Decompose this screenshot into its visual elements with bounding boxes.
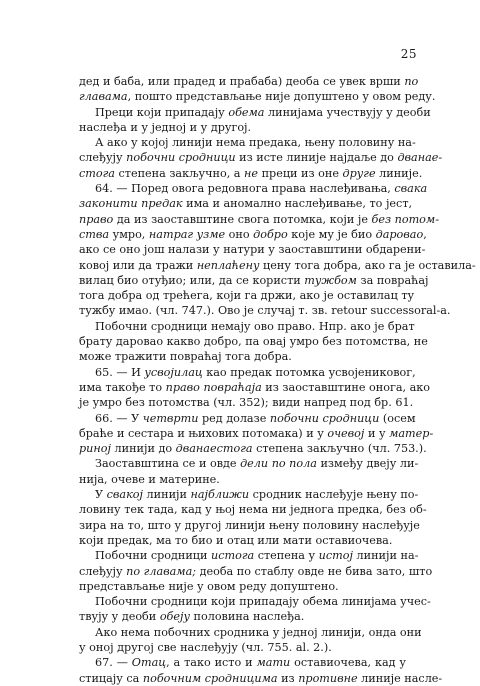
text-run: Побочни сродници који припадају обема линијама учес- xyxy=(95,595,431,609)
text-line xyxy=(79,456,419,471)
text-line xyxy=(79,135,416,150)
text-run: из исте линије најдаље до xyxy=(235,151,398,165)
text-run: линији до xyxy=(110,442,176,456)
emphasis-text: неплаћену xyxy=(196,258,260,272)
text-run: за повраћај xyxy=(356,273,429,287)
text-run: Ако нема побочних сродника у једној линији, онда они xyxy=(95,625,422,639)
text-run: , а тако исто и xyxy=(166,656,257,670)
text-line xyxy=(79,671,443,686)
text-run: браће и сестара и њихових потомака) и у xyxy=(79,426,328,440)
text-run: може тражити повраћај тога добра. xyxy=(79,350,292,364)
emphasis-text: риној xyxy=(79,442,111,456)
text-line xyxy=(79,548,419,563)
text-run: степена закључно (чл. 753.). xyxy=(252,442,427,456)
emphasis-text: Отац xyxy=(131,656,167,670)
text-run: сродник наслеђује њену по- xyxy=(249,488,419,502)
text-run: нија, очеве и материне. xyxy=(79,472,220,486)
text-run: линије насле- xyxy=(357,671,443,685)
emphasis-text: очевој xyxy=(327,426,365,440)
text-line xyxy=(79,166,423,181)
emphasis-text: по xyxy=(404,75,419,88)
text-line xyxy=(79,212,439,227)
text-line xyxy=(79,502,427,517)
text-run: степена закључно, а xyxy=(114,166,245,180)
emphasis-text: противне xyxy=(298,671,358,685)
emphasis-text: добро xyxy=(253,227,288,241)
page-number: 25 xyxy=(400,47,417,61)
text-run: вилац био отуђио; или, да се користи xyxy=(79,273,305,287)
text-line xyxy=(79,258,476,273)
emphasis-text: обема xyxy=(228,105,265,119)
text-line xyxy=(79,150,443,165)
text-run: линије. xyxy=(375,166,423,180)
text-line xyxy=(79,564,433,579)
text-run: деоба по стаблу овде не бива зато, што xyxy=(196,564,433,578)
emphasis-text: обеју xyxy=(159,610,190,624)
text-run: има и аномално наслеђивање, то јест, xyxy=(182,197,413,211)
emphasis-text: најближи xyxy=(190,488,250,502)
text-line xyxy=(79,640,406,655)
text-line xyxy=(79,105,431,120)
text-line xyxy=(79,349,406,364)
text-run: зира на то, што у другој линији њену половину наслеђује xyxy=(79,518,420,532)
emphasis-text: истој xyxy=(318,549,353,563)
text-line xyxy=(79,395,414,410)
text-run: линији xyxy=(143,488,191,502)
emphasis-text: даровао xyxy=(375,227,424,241)
text-run: половина наслеђа. xyxy=(189,610,305,624)
emphasis-text: мати xyxy=(256,656,291,670)
text-run: у оној другој све наслеђују (чл. 755. al. 2.). xyxy=(79,640,332,654)
text-run: ред долазе xyxy=(198,411,270,425)
text-run: тужбу имао. (чл. 747.). Ово је случај т. зв. retour successoral-а. xyxy=(79,304,451,318)
text-run: ловину тек тада, кад у њој нема ни једнога предка, без об- xyxy=(79,503,427,517)
text-line xyxy=(79,74,419,89)
text-line xyxy=(79,609,406,624)
text-line xyxy=(79,411,416,426)
text-run: У xyxy=(95,488,107,502)
text-run: као предак потомка усвојениковог, xyxy=(202,365,416,379)
text-run: А ако у којој линији нема предака, њену половину на- xyxy=(95,136,416,150)
text-run: слеђују xyxy=(79,151,127,165)
body-text xyxy=(79,74,476,686)
emphasis-text: ства xyxy=(79,227,110,241)
text-line xyxy=(79,227,427,242)
emphasis-text: матер- xyxy=(389,426,434,440)
text-run: линијама учествују у деоби xyxy=(264,105,431,119)
text-line xyxy=(79,303,451,318)
emphasis-text: друге xyxy=(342,166,376,180)
emphasis-text: право повраћаја xyxy=(165,380,262,394)
emphasis-text: побочни сродници xyxy=(126,151,236,165)
text-run: из заоставштине онога, ако xyxy=(261,380,430,394)
text-run: Побочни сродници xyxy=(95,549,211,563)
emphasis-text: стога xyxy=(79,166,115,180)
text-run: представљање није у овом реду допуштено. xyxy=(79,579,339,593)
text-run: преци из оне xyxy=(258,166,343,180)
text-run: оно xyxy=(225,227,254,241)
text-run: твују у деоби xyxy=(79,610,160,624)
text-line xyxy=(79,487,419,502)
text-run: ковој или да тражи xyxy=(79,258,197,272)
text-line xyxy=(79,579,406,594)
text-line xyxy=(79,120,406,135)
emphasis-text: побочни сродници xyxy=(269,411,380,425)
text-run: 67. — xyxy=(95,656,132,670)
text-run: 64. — Поред овога редовнога права наслеђивања, xyxy=(95,182,395,196)
text-line xyxy=(79,89,436,104)
text-run: тога добра од трећега, који га држи, ако је оставилац ту xyxy=(79,289,415,303)
emphasis-text: дванае- xyxy=(397,151,443,165)
text-line xyxy=(79,426,434,441)
text-run: Побочни сродници немају ово право. Нпр. ако је брат xyxy=(95,319,415,333)
emphasis-text: право xyxy=(79,212,114,226)
text-line xyxy=(79,594,431,609)
text-run: , xyxy=(423,227,427,241)
text-run: Преци који припадају xyxy=(95,105,229,119)
emphasis-text: без потом- xyxy=(371,212,439,226)
text-run: да из заоставштине свога потомка, који је xyxy=(113,212,372,226)
text-line xyxy=(79,441,427,456)
text-run: 66. — У xyxy=(95,411,143,425)
emphasis-text: усвојилац xyxy=(144,365,203,379)
text-run: линији на- xyxy=(352,549,419,563)
text-run: Заоставштина се и овде xyxy=(95,457,241,471)
text-line xyxy=(79,334,428,349)
text-run: оставиочева, кад у xyxy=(290,656,407,670)
text-run: умро, xyxy=(109,227,149,241)
emphasis-text: свака xyxy=(394,182,428,196)
emphasis-text: законити предак xyxy=(79,197,183,211)
emphasis-text: четврти xyxy=(142,411,199,425)
emphasis-text: по главама; xyxy=(126,564,197,578)
text-run: ако се оно још налази у натури у заоставштини обдарени- xyxy=(79,243,426,257)
text-line xyxy=(79,533,406,548)
text-run: које му је био xyxy=(287,227,376,241)
text-line xyxy=(79,472,406,487)
text-run: има такође то xyxy=(79,380,166,394)
text-run: из xyxy=(277,671,299,685)
text-run: стицају са xyxy=(79,671,143,685)
text-run: слеђују xyxy=(79,564,127,578)
text-run: брату даровао какво добро, па овај умро без потомства, не xyxy=(79,335,428,349)
text-line xyxy=(79,365,416,380)
text-run: између двеју ли- xyxy=(316,457,419,471)
text-line xyxy=(79,181,428,196)
emphasis-text: дели по пола xyxy=(240,457,317,471)
emphasis-text: истога xyxy=(211,549,255,563)
emphasis-text: дванаестога xyxy=(175,442,253,456)
text-run: цену тога добра, ако га је оставила- xyxy=(259,258,476,272)
text-run: 65. — И xyxy=(95,365,145,379)
text-line xyxy=(79,518,420,533)
text-line xyxy=(79,319,415,334)
text-line xyxy=(79,625,422,640)
emphasis-text: натраг узме xyxy=(148,227,226,241)
text-run: , пошто представљање није допуштено у овом реду. xyxy=(127,90,436,104)
text-line xyxy=(79,380,430,395)
text-run: је умро без потомства (чл. 352); види напред под бр. 61. xyxy=(79,396,414,410)
emphasis-text: побочним сродницима xyxy=(142,671,278,685)
text-run: (осем xyxy=(379,411,416,425)
text-run: наслеђа и у једној и у другој. xyxy=(79,120,252,134)
text-line xyxy=(79,288,415,303)
text-run: дед и баба, или прадед и прабаба) деоба се увек врши xyxy=(79,75,405,88)
emphasis-text: главама xyxy=(79,90,128,104)
text-run: који предак, ма то био и отац или мати оставиочева. xyxy=(79,533,393,547)
text-run: и у xyxy=(364,426,390,440)
emphasis-text: свакој xyxy=(106,488,143,502)
text-line xyxy=(79,242,426,257)
emphasis-text: не xyxy=(244,166,259,180)
text-run: степена у xyxy=(254,549,319,563)
emphasis-text: тужбом xyxy=(304,273,357,287)
text-line xyxy=(79,273,429,288)
text-line xyxy=(79,196,413,211)
text-line xyxy=(79,655,406,670)
